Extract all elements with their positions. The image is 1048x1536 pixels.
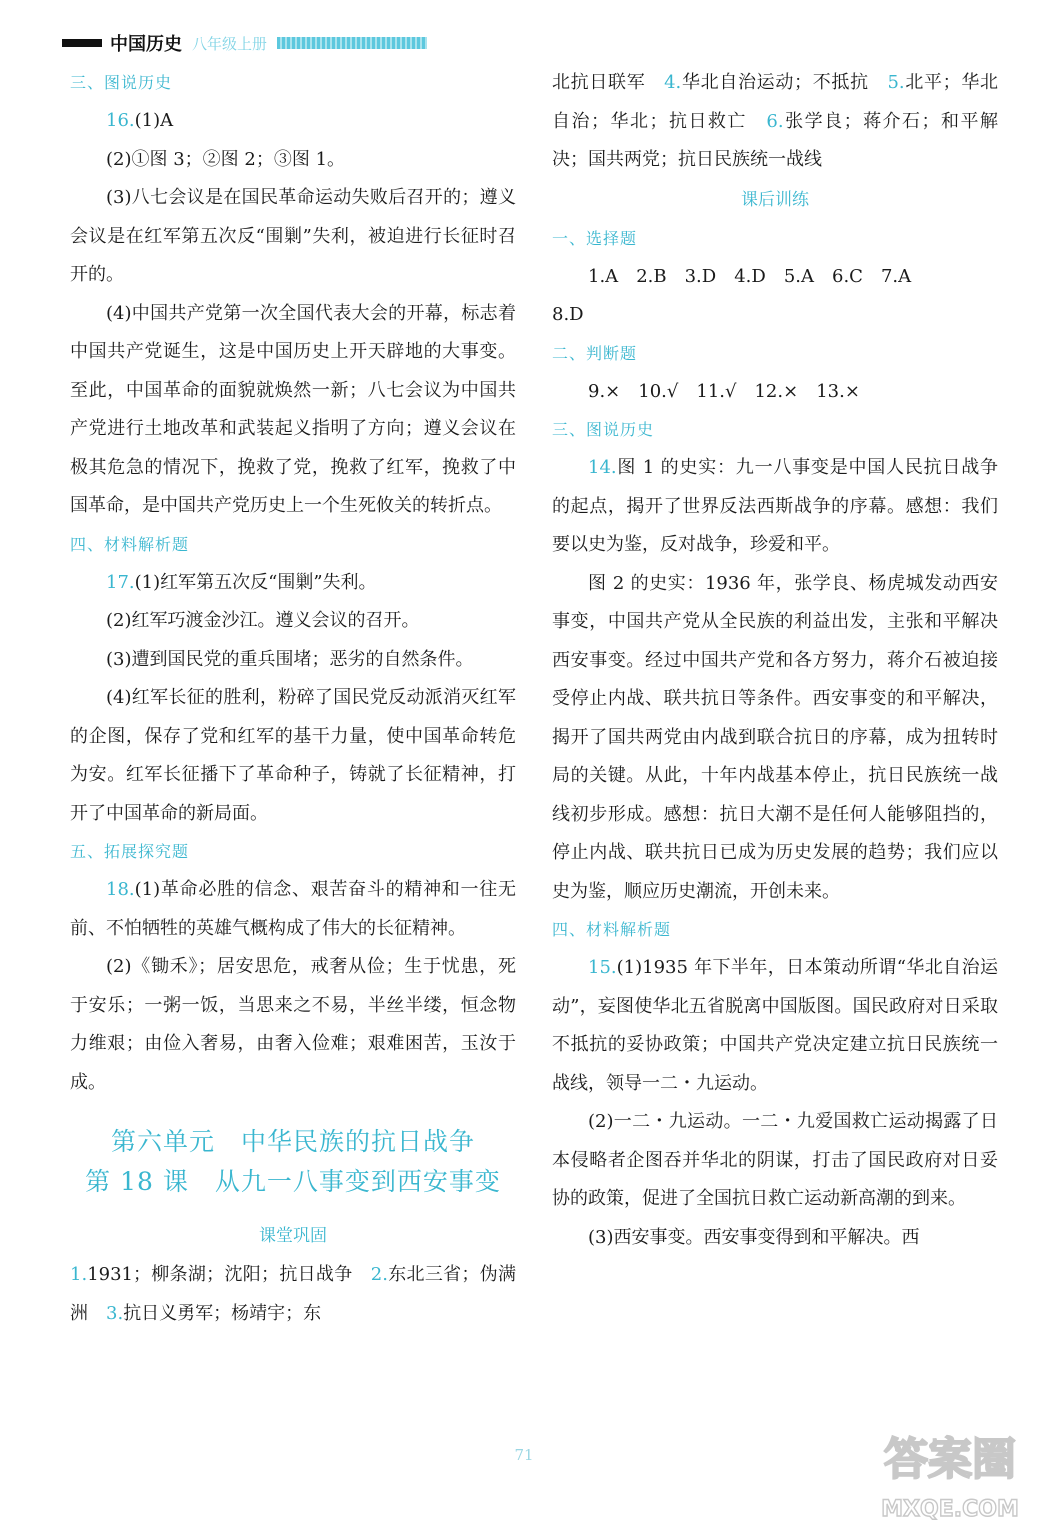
answer-text: (1)红军第五次反“围剿”失利。 xyxy=(134,571,377,593)
choice-answer: 6.C xyxy=(832,265,863,287)
q15-part1 xyxy=(552,949,998,1103)
answer-text: (1)1935 年下半年，日本策动所谓“华北自治运动”，妄图使华北五省脱离中国版图。国民政府对日采取不抵抗的妥协政策；中国共产党决定建立抗日民族统一战线，领导一二・九运动。 xyxy=(552,957,998,1094)
judgement-answer: 10.√ xyxy=(638,380,679,402)
watermark-logo-text: 答案圈 xyxy=(884,1434,1016,1485)
question-number: 5. xyxy=(887,72,905,93)
section-heading: 四、材料解析题 xyxy=(70,534,190,554)
q18-part1 xyxy=(70,871,516,948)
choice-answer: 5.A xyxy=(783,265,814,287)
answer-text: 图 1 的史实：九一八事变是中国人民抗日战争的起点，揭开了世界反法西斯战争的序幕。感想：我们要以史为鉴，反对战争，珍爱和平。 xyxy=(552,457,998,555)
watermark-url: MXQE.COM xyxy=(881,1497,1019,1522)
lesson-title: 第 18 课 从九一八事变到西安事变 xyxy=(85,1167,501,1196)
section-heading: 三、图说历史 xyxy=(552,420,655,439)
q16-part3: (3)八七会议是在国民革命运动失败后召开的；遵义会议是在红军第五次反“围剿”失利，被迫进行长征时召开的。 xyxy=(70,187,516,285)
section-heading: 二、判断题 xyxy=(552,343,638,363)
answer-text: 张学良；蒋介石；和平解决；国共两党；抗日民族统一战线 xyxy=(552,110,999,170)
answer-text: (1)革命必胜的信念、艰苦奋斗的精神和一往无前、不怕牺牲的英雄气概构成了伟大的长征精神。 xyxy=(70,879,516,939)
q17-part1 xyxy=(70,564,516,603)
question-number: 17. xyxy=(106,571,135,593)
answer-text: 东北三省；伪满洲 xyxy=(70,1264,517,1324)
judgement-answers xyxy=(552,373,998,412)
q17-part2: (2)红军巧渡金沙江。遵义会议的召开。 xyxy=(106,610,420,631)
question-number: 15. xyxy=(588,957,617,978)
answer-text: 抗日义勇军；杨靖宇；东 xyxy=(123,1302,322,1324)
choice-answer: 4.D xyxy=(734,265,766,287)
question-number: 2. xyxy=(370,1264,388,1285)
choice-answer: 7.A xyxy=(880,265,912,287)
choice-answers-line1 xyxy=(552,258,998,297)
section-heading: 一、选择题 xyxy=(552,228,638,248)
judgement-answer: 12.× xyxy=(754,380,799,402)
section-heading: 三、图说历史 xyxy=(70,73,173,92)
subsection-heading: 课后训练 xyxy=(741,189,809,210)
page-header xyxy=(62,28,427,58)
q17-part4: (4)红军长征的胜利，粉碎了国民党反动派消灭红军的企图，保存了党和红军的基干力量，使中国革命转危为安。红军长征播下了革命种子，铸就了长征精神，打开了中国革命的新局面。 xyxy=(70,687,516,824)
header-stripe-decoration xyxy=(277,37,427,49)
question-number: 3. xyxy=(106,1302,124,1324)
choice-answer: 3.D xyxy=(684,265,717,287)
judgement-answer: 9.× xyxy=(588,380,621,402)
q16-part2: (2)①图 3；②图 2；③图 1。 xyxy=(106,148,346,170)
answer-text: (1)A xyxy=(134,110,174,131)
page-number: 71 xyxy=(514,1446,534,1464)
unit-title-block xyxy=(70,1122,516,1202)
classwork-answers xyxy=(70,1256,516,1333)
q14-part1 xyxy=(552,449,998,565)
choice-answer: 2.B xyxy=(636,265,667,287)
section-heading: 五、拓展探究题 xyxy=(70,842,190,861)
question-number: 6. xyxy=(766,110,784,132)
header-subject: 中国历史 xyxy=(110,34,182,55)
q18-part2: (2)《锄禾》；居安思危，戒奢从俭；生于忧患，死于安乐；一粥一饭，当思来之不易，半丝半缕，恒念物力维艰；由俭入奢易，由奢入俭难；艰难困苦，玉汝于成。 xyxy=(70,956,516,1093)
answer-text: 北抗日联军 xyxy=(552,72,646,93)
watermark-logo xyxy=(870,1420,1030,1528)
judgement-answer: 13.× xyxy=(816,380,860,402)
unit-title: 第六单元 中华民族的抗日战争 xyxy=(110,1127,475,1156)
header-bar-decoration xyxy=(62,39,102,47)
answer-text: 北平；华北自治；华北；抗日救亡 xyxy=(552,72,999,132)
q15-part2: (2)一二・九运动。一二・九爱国救亡运动揭露了日本侵略者企图吞并华北的阴谋，打击了国民政府对日妥协的政策，促进了全国抗日救亡运动新高潮的到来。 xyxy=(552,1111,998,1209)
question-number: 16. xyxy=(106,110,135,131)
choice-answers-line2 xyxy=(552,296,998,335)
answer-text: 华北自治运动；不抵抗 xyxy=(681,72,869,93)
section-heading: 四、材料解析题 xyxy=(552,920,672,939)
question-number: 1. xyxy=(70,1264,88,1285)
q15-part3: (3)西安事变。西安事变得到和平解决。西 xyxy=(588,1226,920,1248)
question-number: 14. xyxy=(588,457,617,478)
right-column xyxy=(552,64,998,1257)
question-number: 4. xyxy=(664,72,682,93)
question-number: 18. xyxy=(106,879,135,900)
q14-part2: 图 2 的史实：1936 年，张学良、杨虎城发动西安事变，中国共产党从全民族的利益出发，主张和平解决西安事变。经过中国共产党和各方努力，蒋介石被迫接受停止内战、联共抗日等条件。西安事变的和平解决，揭开了国共两党由内战到联合抗日的序幕，成为扭转时局的关键。从此，十年内战基本停止，抗日民族统一战线初步形成。感想：抗日大潮不是任何人能够阻挡的，停止内战、联共抗日已成为历史发展的趋势；我们应以史为鉴，顺应历史潮流，开创未来。 xyxy=(552,572,998,902)
q16-part1 xyxy=(70,102,516,141)
left-column xyxy=(70,64,516,1333)
choice-answer: 1.A xyxy=(588,265,619,287)
choice-answer: 8.D xyxy=(552,304,584,325)
judgement-answer: 11.√ xyxy=(696,380,737,402)
answer-text: 1931；柳条湖；沈阳；抗日战争 xyxy=(87,1264,353,1285)
classwork-answers-continued xyxy=(552,64,998,180)
q17-part3: (3)遭到国民党的重兵围堵；恶劣的自然条件。 xyxy=(106,648,474,670)
subsection-heading: 课堂巩固 xyxy=(259,1226,327,1246)
q16-part4: (4)中国共产党第一次全国代表大会的开幕，标志着中国共产党诞生，这是中国历史上开天辟地的大事变。至此，中国革命的面貌就焕然一新；八七会议为中国共产党进行土地改革和武装起义指明了方向；遵义会议在极其危急的情况下，挽救了党，挽救了红军，挽救了中国革命，是中国共产党历史上一个生死攸关的转折点。 xyxy=(70,302,516,516)
header-grade: 八年级上册 xyxy=(192,34,268,53)
